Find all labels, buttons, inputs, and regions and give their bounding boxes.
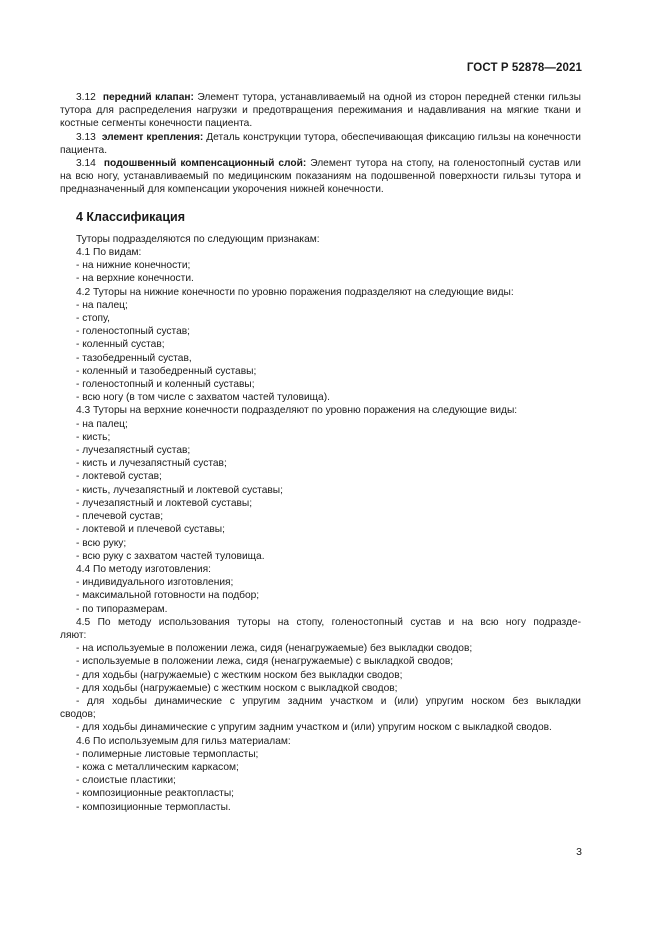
list-item: - кисть и лучезапястный сустав; bbox=[76, 458, 227, 470]
list-item: - для ходьбы динамические с упругим задним участком и (или) упругим носком без выкладки bbox=[76, 695, 581, 707]
definition-number: 3.13 bbox=[76, 131, 96, 143]
list-item: 4.2 Туторы на нижние конечности по уровню поражения подразделяют на следующие виды: bbox=[76, 286, 514, 298]
list-item: - кисть, лучезапястный и локтевой суставы; bbox=[76, 484, 283, 496]
list-item: - коленный сустав; bbox=[76, 339, 165, 351]
list-item: 4.5 По методу использования туторы на стопу, голеностопный сустав и на всю ногу подразде- bbox=[76, 616, 581, 628]
list-item: - всю руку; bbox=[76, 537, 127, 549]
list-item: - всю ногу (в том числе с захватом частей туловища). bbox=[76, 392, 330, 404]
definition-term: подошвенный компенсационный слой: bbox=[103, 158, 307, 170]
list-item: Туторы подразделяются по следующим признакам: bbox=[76, 233, 320, 245]
list-item: - кисть; bbox=[76, 431, 111, 443]
list-item: - тазобедренный сустав, bbox=[76, 352, 192, 364]
list-item: - всю руку с захватом частей туловища. bbox=[76, 550, 265, 562]
list-item: - для ходьбы (нагружаемые) с жестким носком с выкладкой сводов; bbox=[76, 682, 398, 694]
list-item: 4.4 По методу изготовления: bbox=[76, 563, 211, 575]
list-item: - на используемые в положении лежа, сидя (ненагружаемые) без выкладки сводов; bbox=[76, 643, 473, 655]
definition-term: передний клапан: bbox=[102, 92, 194, 103]
section-title: 4 Классификация bbox=[76, 209, 186, 224]
list-item: - на нижние конечности; bbox=[76, 260, 191, 272]
list-item: - локтевой и плечевой суставы; bbox=[76, 524, 225, 536]
list-item: ляют: bbox=[60, 629, 87, 641]
list-item: сводов; bbox=[60, 709, 96, 721]
list-item: - слоистые пластики; bbox=[76, 775, 176, 787]
definition-text: Элемент тутора, устанавливаемый на одной из сторон передней стенки гильзы тутора для распределения нагрузки и предотвращения пережимания и надавливания на мягкие ткани и костные сегменты конечности пациента. bbox=[60, 92, 581, 130]
definition-term: элемент крепления: bbox=[101, 131, 204, 143]
list-item: 4.1 По видам: bbox=[76, 247, 142, 259]
list-item: - полимерные листовые термопласты; bbox=[76, 748, 259, 760]
list-item: - на палец; bbox=[76, 418, 128, 430]
list-item: - голеностопный и коленный суставы; bbox=[76, 379, 255, 391]
list-item: - для ходьбы динамические с упругим задним участком и (или) упругим носком с выкладкой сводов. bbox=[76, 722, 552, 734]
list-item: - кожа с металлическим каркасом; bbox=[76, 761, 239, 773]
classification-list bbox=[60, 233, 581, 814]
page-number: 3 bbox=[576, 846, 582, 858]
list-item: - по типоразмерам. bbox=[76, 603, 168, 615]
list-item: - лучезапястный и локтевой суставы; bbox=[76, 497, 253, 509]
definition-number: 3.12 bbox=[76, 92, 96, 103]
list-item: - стопу, bbox=[76, 313, 110, 325]
list-item: 4.3 Туторы на верхние конечности подразделяют по уровню поражения на следующие виды: bbox=[76, 405, 518, 417]
list-item: - композиционные реактопласты; bbox=[76, 788, 234, 800]
definition-number: 3.14 bbox=[76, 158, 96, 170]
document-body bbox=[60, 91, 581, 814]
list-item: - плечевой сустав; bbox=[76, 511, 164, 523]
definition-text: Элемент тутора на стопу, на голеностопный сустав или на всю ногу, устанавливаемый по медицинским показаниям на подошвенной поверхности гильзы тутора и предназначенный для компенсации укорочения нижней конечности. bbox=[60, 158, 581, 196]
list-item: - на палец; bbox=[76, 299, 128, 311]
list-item: 4.6 По используемым для гильз материалам: bbox=[76, 735, 291, 747]
list-item: - лучезапястный сустав; bbox=[76, 445, 191, 457]
list-item: - коленный и тазобедренный суставы; bbox=[76, 365, 257, 377]
list-item: - используемые в положении лежа, сидя (ненагружаемые) с выкладкой сводов; bbox=[76, 656, 454, 668]
list-item: - максимальной готовности на подбор; bbox=[76, 590, 260, 602]
list-item: - индивидуального изготовления; bbox=[76, 577, 234, 589]
definition-3-12 bbox=[60, 91, 581, 131]
list-item: - на верхние конечности. bbox=[76, 273, 194, 285]
document-header: ГОСТ Р 52878—2021 bbox=[466, 62, 582, 74]
definition-3-13 bbox=[60, 131, 581, 157]
definition-text: Деталь конструкции тутора, обеспечивающая фиксацию гильзы на конечности пациента. bbox=[60, 131, 582, 156]
list-item: - локтевой сустав; bbox=[76, 471, 162, 483]
definition-3-14 bbox=[60, 157, 581, 197]
list-item: - композиционные термопласты. bbox=[76, 801, 231, 813]
list-item: - для ходьбы (нагружаемые) с жестким носком без выкладки сводов; bbox=[76, 669, 403, 681]
list-item: - голеностопный сустав; bbox=[76, 326, 190, 338]
